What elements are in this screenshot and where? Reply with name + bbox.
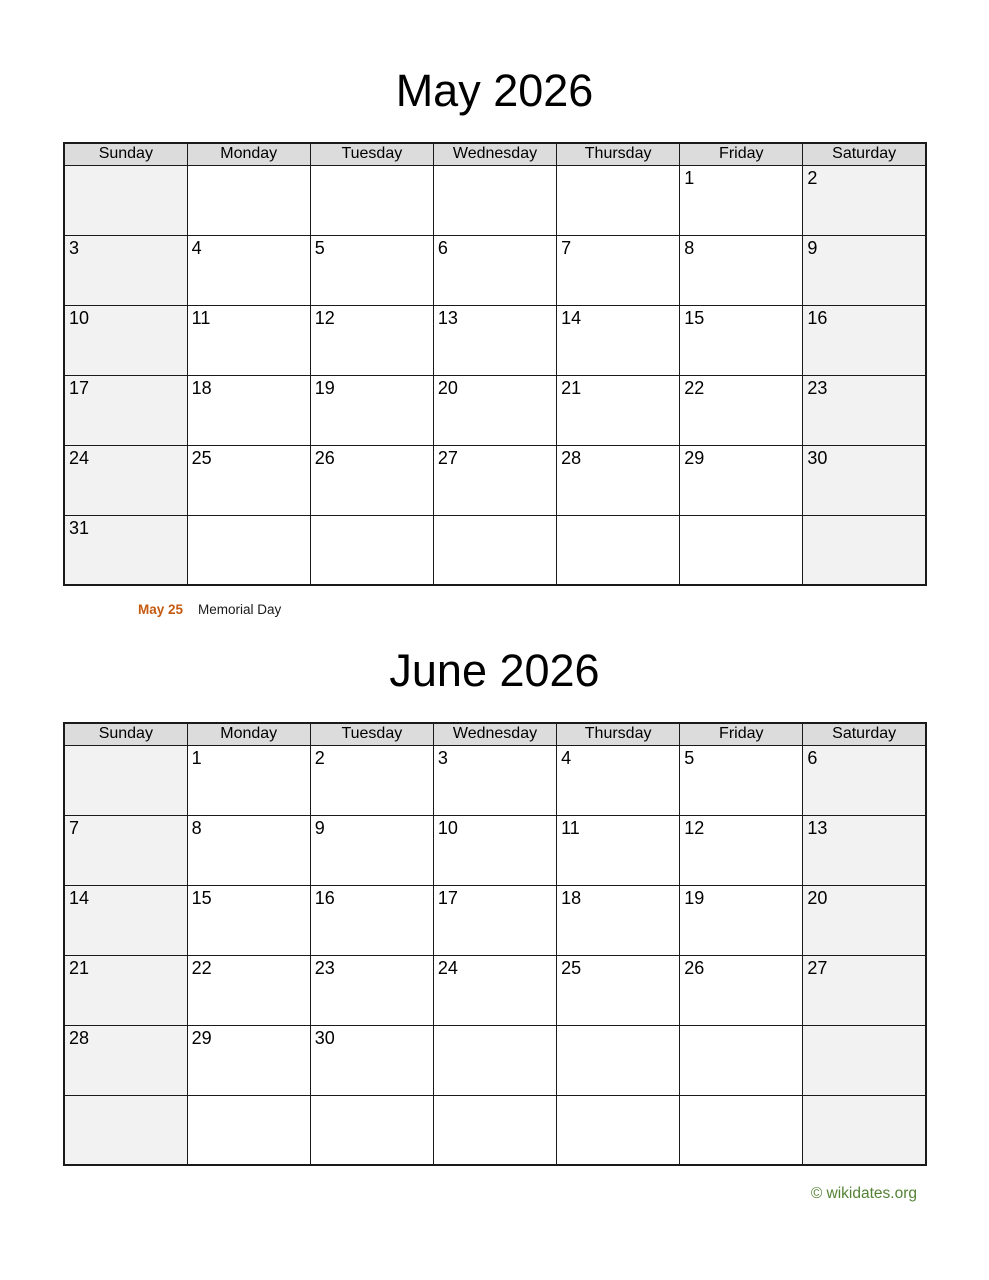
day-cell xyxy=(310,745,433,815)
day-cell xyxy=(433,445,556,515)
holiday-note xyxy=(138,601,989,618)
day-cell xyxy=(433,375,556,445)
day-number: 15 xyxy=(191,887,212,908)
calendar-week-row xyxy=(64,445,926,515)
day-cell xyxy=(803,165,926,235)
day-number: 14 xyxy=(561,307,582,328)
day-cell xyxy=(803,955,926,1025)
holiday-name-label: Memorial Day xyxy=(198,602,282,617)
day-cell xyxy=(187,1025,310,1095)
day-number: 23 xyxy=(807,377,828,398)
weekday-header-sunday: Sunday xyxy=(64,143,187,165)
day-cell xyxy=(803,815,926,885)
weekday-header-tuesday: Tuesday xyxy=(310,723,433,745)
holiday-date-label: May 25 xyxy=(138,602,184,617)
day-number: 21 xyxy=(561,377,582,398)
day-cell xyxy=(433,235,556,305)
day-number: 13 xyxy=(807,817,828,838)
calendar-table-june xyxy=(63,722,927,1166)
day-cell xyxy=(64,1025,187,1095)
day-number: 16 xyxy=(807,307,828,328)
weekday-header-wednesday: Wednesday xyxy=(433,723,556,745)
day-cell xyxy=(803,375,926,445)
day-cell xyxy=(64,445,187,515)
day-cell xyxy=(64,235,187,305)
weekday-header-friday: Friday xyxy=(680,143,803,165)
day-cell xyxy=(680,445,803,515)
day-cell xyxy=(680,165,803,235)
day-number: 9 xyxy=(807,237,818,258)
calendar-week-row xyxy=(64,375,926,445)
weekday-header-monday: Monday xyxy=(187,143,310,165)
empty-day-cell xyxy=(680,1095,803,1165)
day-cell xyxy=(187,235,310,305)
weekday-header-saturday: Saturday xyxy=(803,723,926,745)
empty-day-cell xyxy=(187,515,310,585)
weekday-header-saturday: Saturday xyxy=(803,143,926,165)
day-cell xyxy=(803,885,926,955)
day-number: 24 xyxy=(437,957,458,978)
month-section-may xyxy=(0,65,989,618)
day-cell xyxy=(557,815,680,885)
day-number: 13 xyxy=(437,307,458,328)
empty-day-cell xyxy=(187,1095,310,1165)
day-cell xyxy=(433,815,556,885)
calendar-week-row xyxy=(64,515,926,585)
calendar-week-row xyxy=(64,1025,926,1095)
empty-day-cell xyxy=(433,1095,556,1165)
weekday-header-row xyxy=(64,723,926,745)
calendar-week-row xyxy=(64,745,926,815)
day-number: 18 xyxy=(561,887,582,908)
weekday-header-monday: Monday xyxy=(187,723,310,745)
day-cell xyxy=(64,955,187,1025)
day-number: 1 xyxy=(191,747,202,768)
day-number: 11 xyxy=(191,307,211,328)
day-number: 28 xyxy=(69,1027,90,1048)
day-cell xyxy=(187,885,310,955)
day-cell xyxy=(64,375,187,445)
day-number: 19 xyxy=(314,377,335,398)
day-number: 19 xyxy=(684,887,705,908)
day-number: 3 xyxy=(437,747,448,768)
day-number: 26 xyxy=(314,447,335,468)
day-cell xyxy=(187,745,310,815)
day-cell xyxy=(310,1025,433,1095)
calendar-week-row xyxy=(64,885,926,955)
day-cell xyxy=(803,445,926,515)
page-footer xyxy=(63,1185,927,1203)
empty-day-cell xyxy=(187,165,310,235)
empty-day-cell xyxy=(310,165,433,235)
day-number: 11 xyxy=(561,817,580,838)
day-cell xyxy=(803,235,926,305)
empty-day-cell xyxy=(64,745,187,815)
day-number: 5 xyxy=(684,747,695,768)
day-number: 26 xyxy=(684,957,705,978)
day-cell xyxy=(64,885,187,955)
weekday-header-friday: Friday xyxy=(680,723,803,745)
day-number: 5 xyxy=(314,237,325,258)
weekday-header-thursday: Thursday xyxy=(557,143,680,165)
day-number: 4 xyxy=(191,237,202,258)
day-cell xyxy=(64,815,187,885)
month-title-may: May 2026 xyxy=(395,65,594,116)
copyright-link[interactable]: © wikidates.org xyxy=(810,1185,917,1202)
empty-day-cell xyxy=(64,165,187,235)
day-number: 22 xyxy=(191,957,212,978)
calendar-week-row xyxy=(64,235,926,305)
day-cell xyxy=(557,445,680,515)
day-cell xyxy=(557,235,680,305)
empty-day-cell xyxy=(433,1025,556,1095)
day-number: 8 xyxy=(684,237,695,258)
day-number: 23 xyxy=(314,957,335,978)
day-number: 12 xyxy=(314,307,335,328)
day-number: 2 xyxy=(807,167,818,188)
day-cell xyxy=(310,375,433,445)
day-number: 21 xyxy=(69,957,90,978)
calendar-week-row xyxy=(64,165,926,235)
day-number: 25 xyxy=(561,957,582,978)
weekday-header-tuesday: Tuesday xyxy=(310,143,433,165)
day-cell xyxy=(310,305,433,375)
day-cell xyxy=(680,815,803,885)
day-number: 25 xyxy=(191,447,212,468)
day-cell xyxy=(680,955,803,1025)
empty-day-cell xyxy=(557,165,680,235)
day-cell xyxy=(557,745,680,815)
day-number: 8 xyxy=(191,817,202,838)
weekday-header-wednesday: Wednesday xyxy=(433,143,556,165)
empty-day-cell xyxy=(433,165,556,235)
day-number: 20 xyxy=(807,887,828,908)
day-number: 31 xyxy=(69,517,90,538)
day-number: 1 xyxy=(684,167,695,188)
day-cell xyxy=(680,375,803,445)
calendar-week-row xyxy=(64,815,926,885)
day-number: 6 xyxy=(807,747,818,768)
day-number: 17 xyxy=(437,887,458,908)
empty-day-cell xyxy=(803,1025,926,1095)
day-number: 6 xyxy=(437,237,448,258)
day-number: 2 xyxy=(314,747,325,768)
day-number: 29 xyxy=(191,1027,212,1048)
day-cell xyxy=(680,235,803,305)
day-number: 22 xyxy=(684,377,705,398)
day-cell xyxy=(187,375,310,445)
day-number: 17 xyxy=(69,377,90,398)
day-number: 27 xyxy=(807,957,828,978)
day-number: 30 xyxy=(314,1027,335,1048)
calendar-week-row xyxy=(64,1095,926,1165)
calendar-week-row xyxy=(64,305,926,375)
day-cell xyxy=(557,305,680,375)
day-number: 10 xyxy=(437,817,458,838)
day-number: 12 xyxy=(684,817,705,838)
day-cell xyxy=(64,515,187,585)
day-cell xyxy=(557,955,680,1025)
day-number: 7 xyxy=(561,237,572,258)
day-cell xyxy=(680,885,803,955)
day-cell xyxy=(187,955,310,1025)
day-cell xyxy=(187,445,310,515)
day-cell xyxy=(187,815,310,885)
day-number: 15 xyxy=(684,307,705,328)
day-cell xyxy=(433,305,556,375)
day-number: 4 xyxy=(561,747,572,768)
day-cell xyxy=(310,955,433,1025)
day-number: 29 xyxy=(684,447,705,468)
day-cell xyxy=(803,305,926,375)
day-number: 20 xyxy=(437,377,458,398)
weekday-header-thursday: Thursday xyxy=(557,723,680,745)
day-cell xyxy=(680,745,803,815)
empty-day-cell xyxy=(433,515,556,585)
empty-day-cell xyxy=(803,1095,926,1165)
day-cell xyxy=(803,745,926,815)
day-cell xyxy=(433,885,556,955)
day-number: 27 xyxy=(437,447,458,468)
empty-day-cell xyxy=(310,1095,433,1165)
day-number: 18 xyxy=(191,377,212,398)
day-number: 10 xyxy=(69,307,90,328)
empty-day-cell xyxy=(680,1025,803,1095)
day-cell xyxy=(187,305,310,375)
day-number: 24 xyxy=(69,447,90,468)
day-cell xyxy=(64,305,187,375)
day-number: 28 xyxy=(561,447,582,468)
month-title-june: June 2026 xyxy=(389,645,600,696)
day-number: 16 xyxy=(314,887,335,908)
day-cell xyxy=(310,445,433,515)
day-number: 7 xyxy=(69,817,80,838)
day-number: 9 xyxy=(314,817,325,838)
day-cell xyxy=(680,305,803,375)
day-number: 3 xyxy=(69,237,80,258)
day-cell xyxy=(433,745,556,815)
calendar-week-row xyxy=(64,955,926,1025)
day-cell xyxy=(557,885,680,955)
day-cell xyxy=(557,375,680,445)
empty-day-cell xyxy=(310,515,433,585)
calendar-table-may xyxy=(63,142,927,586)
empty-day-cell xyxy=(64,1095,187,1165)
weekday-header-row xyxy=(64,143,926,165)
month-section-june xyxy=(0,645,989,1166)
day-cell xyxy=(310,235,433,305)
empty-day-cell xyxy=(557,515,680,585)
day-number: 14 xyxy=(69,887,90,908)
weekday-header-sunday: Sunday xyxy=(64,723,187,745)
empty-day-cell xyxy=(557,1095,680,1165)
day-cell xyxy=(433,955,556,1025)
day-cell xyxy=(310,815,433,885)
empty-day-cell xyxy=(680,515,803,585)
day-cell xyxy=(310,885,433,955)
empty-day-cell xyxy=(557,1025,680,1095)
empty-day-cell xyxy=(803,515,926,585)
day-number: 30 xyxy=(807,447,828,468)
